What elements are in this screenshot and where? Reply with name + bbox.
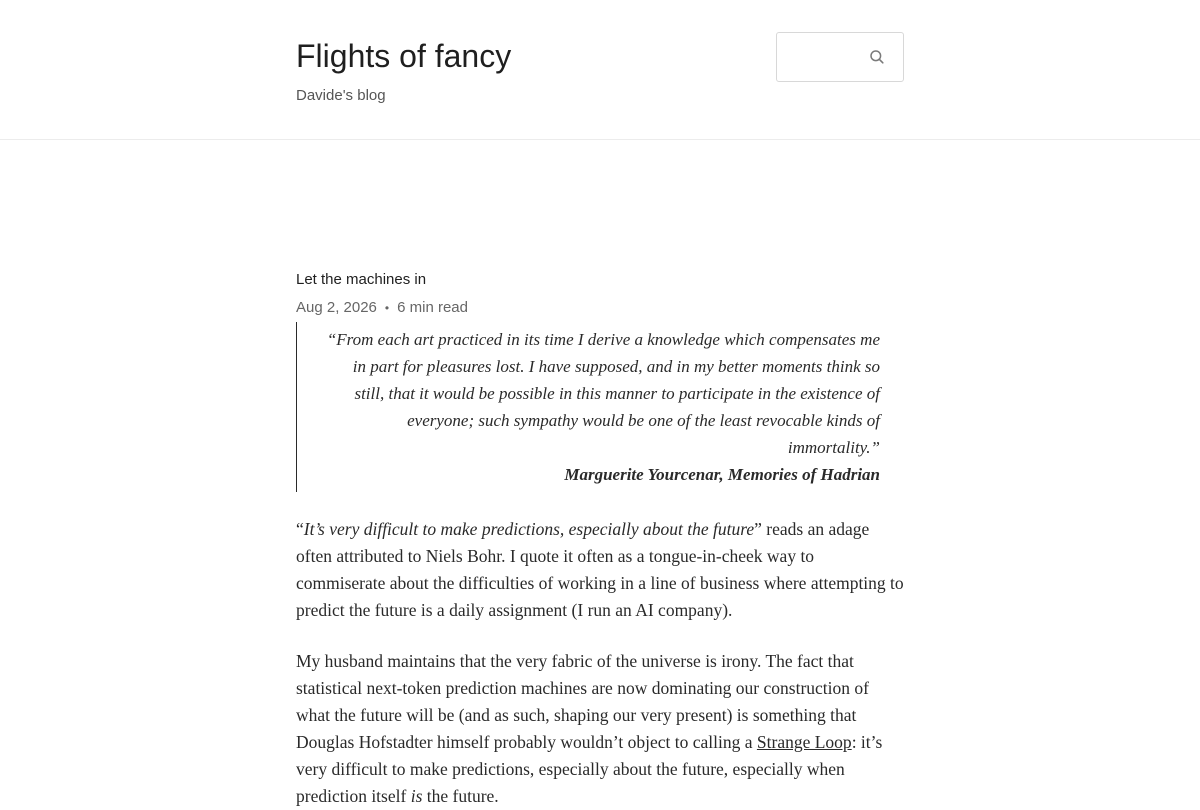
search-input[interactable] xyxy=(777,33,881,81)
search-box[interactable] xyxy=(776,32,904,82)
site-title[interactable]: Flights of fancy xyxy=(296,38,512,74)
epigraph-quote: “From each art practiced in its time I derive a knowledge which compensates me in part for pleasures lost. I have supposed, and in my better moments think so still, that it would be possible in this manner to participate in the existence of everyone; such sympathy would be one of the least revocable kinds of immortality.” xyxy=(326,330,880,457)
paragraph-irony-text-1: My husband maintains that the very fabric of the universe is irony. The fact that statistical next-token prediction machines are now dominating our construction of what the future will be (and as such, shaping our very present) is something that Douglas Hofstadter himself probably wouldn’t object to calling a xyxy=(296,651,869,752)
meta-separator: • xyxy=(384,301,390,315)
post-date: Aug 2, 2026 xyxy=(296,299,377,316)
strange-loop-link[interactable]: Strange Loop xyxy=(756,732,852,752)
paragraph-intro-text: ” reads an adage often attributed to Niels Bohr. I quote it often as a tongue-in-cheek way to commiserate about the difficulties of working in a line of business where attempting to predict the future is a daily assignment (I run an AI company). xyxy=(296,519,904,620)
post-article xyxy=(296,270,904,810)
paragraph-irony xyxy=(296,648,904,810)
post-title: Let the machines in xyxy=(296,271,427,288)
epigraph xyxy=(296,322,904,492)
bohr-quote: It’s very difficult to make predictions, especially about the future xyxy=(303,519,755,539)
site-subtitle: Davide's blog xyxy=(296,87,386,104)
paragraph-irony-text-3: the future. xyxy=(422,786,499,806)
paragraph-intro xyxy=(296,516,904,624)
post-meta xyxy=(296,298,904,318)
paragraph-irony-text-2: : it’s very difficult to make predictions, especially about the future, especially when prediction itself xyxy=(296,732,883,806)
read-time: 6 min read xyxy=(397,299,468,316)
search-icon[interactable] xyxy=(869,49,885,65)
site-header xyxy=(0,0,1200,140)
emphasis-is: is xyxy=(410,786,423,806)
open-quote: “ xyxy=(296,519,304,539)
epigraph-attribution: Marguerite Yourcenar, Memories of Hadrian xyxy=(564,465,880,484)
